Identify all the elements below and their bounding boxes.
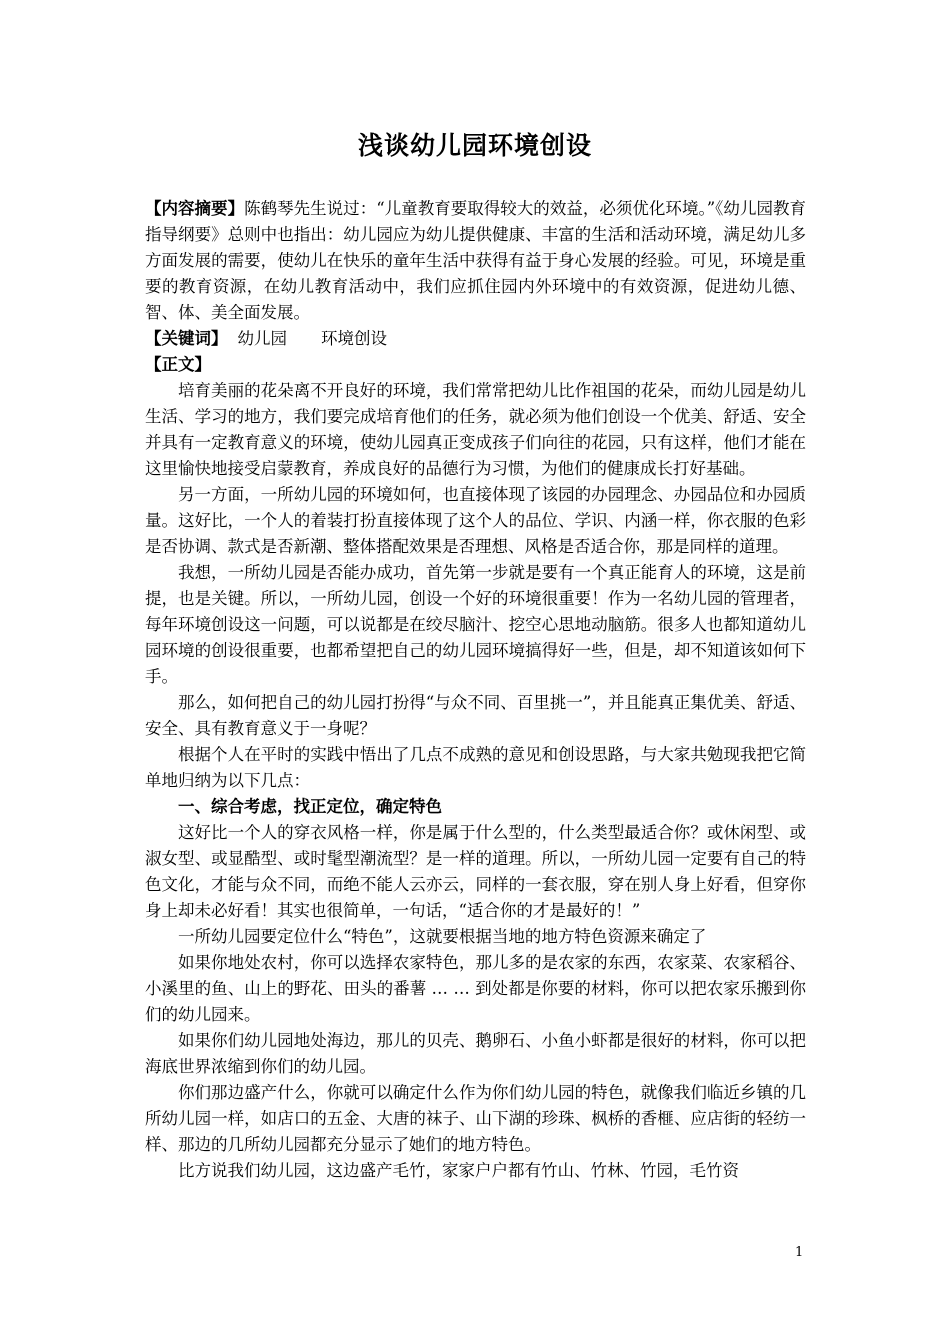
abstract (145, 196, 806, 326)
paragraph: 培育美丽的花朵离不开良好的环境，我们常常把幼儿比作祖国的花朵，而幼儿园是幼儿生活、学习的地方，我们要完成培育他们的任务，就必须为他们创设一个优美、舒适、安全并具有一定教育意义的环境，使幼儿园真正变成孩子们向往的花园，只有这样，他们才能在这里愉快地接受启蒙教育，养成良好的品德行为习惯，为他们的健康成长打好基础。 (145, 381, 806, 478)
paragraph: 这好比一个人的穿衣风格一样，你是属于什么型的，什么类型最适合你？或休闲型、或淑女型、或显酷型、或时髦型潮流型？是一样的道理。所以，一所幼儿园一定要有自己的特色文化，才能与众不同，而绝不能人云亦云，同样的一套衣服，穿在别人身上好看，但穿你身上却未必好看！其实也很简单，一句话，“适合你的才是最好的！” (145, 823, 806, 920)
body-label-line (145, 352, 806, 378)
document-body (145, 196, 806, 1184)
paragraph: 根据个人在平时的实践中悟出了几点不成熟的意见和创设思路，与大家共勉现我把它简单地归纳为以下几点： (145, 745, 806, 790)
paragraph: 比方说我们幼儿园，这边盛产毛竹，家家户户都有竹山、竹林、竹园，毛竹资 (178, 1161, 739, 1180)
keyword: 环境创设 (321, 329, 387, 348)
paragraph: 如果你地处农村，你可以选择农家特色，那儿多的是农家的东西，农家菜、农家稻谷、小溪里的鱼、山上的野花、田头的番薯 … … 到处都是你要的材料，你可以把农家乐搬到你们的幼儿园来。 (145, 953, 806, 1024)
paragraph: 那么，如何把自己的幼儿园打扮得“与众不同、百里挑一”，并且能真正集优美、舒适、安全、具有教育意义于一身呢？ (145, 693, 806, 738)
paragraph: 另一方面，一所幼儿园的环境如何，也直接体现了该园的办园理念、办园品位和办园质量。这好比，一个人的着装打扮直接体现了这个人的品位、学识、内涵一样，你衣服的色彩是否协调、款式是否新潮、整体搭配效果是否理想、风格是否适合你，那是同样的道理。 (145, 485, 806, 556)
keyword: 幼儿园 (237, 329, 287, 348)
paragraph: 我想，一所幼儿园是否能办成功，首先第一步就是要有一个真正能育人的环境，这是前提，也是关键。所以，一所幼儿园，创设一个好的环境很重要！作为一名幼儿园的管理者，每年环境创设这一问题，可以说都是在绞尽脑汁、挖空心思地动脑筋。很多人也都知道幼儿园环境的创设很重要，也都希望把自己的幼儿园环境搞得好一些，但是，却不知道该如何下手。 (145, 563, 806, 686)
page-number: 1 (795, 1245, 804, 1260)
paragraph: 你们那边盛产什么，你就可以确定什么作为你们幼儿园的特色，就像我们临近乡镇的几所幼儿园一样，如店口的五金、大唐的袜子、山下湖的珍珠、枫桥的香榧、应店街的轻纺一样、那边的几所幼儿园都充分显示了她们的地方特色。 (145, 1083, 806, 1154)
abstract-text: 陈鹤琴先生说过：“儿童教育要取得较大的效益，必须优化环境。”《幼儿园教育指导纲要》总则中也指出：幼儿园应为幼儿提供健康、丰富的生活和活动环境，满足幼儿多方面发展的需要，使幼儿在快乐的童年生活中获得有益于身心发展的经验。可见，环境是重要的教育资源，在幼儿教育活动中，我们应抓住园内外环境中的有效资源，促进幼儿德、智、体、美全面发展。 (145, 199, 806, 322)
body-label: 【正文】 (145, 355, 211, 374)
paragraph: 一所幼儿园要定位什么“特色”，这就要根据当地的地方特色资源来确定了 (178, 927, 707, 946)
abstract-label: 【内容摘要】 (145, 199, 245, 218)
keywords-label: 【关键词】 (145, 329, 228, 348)
keywords (145, 326, 806, 352)
section-heading: 一、综合考虑，找正定位，确定特色 (178, 797, 442, 816)
paragraph: 如果你们幼儿园地处海边，那儿的贝壳、鹅卵石、小鱼小虾都是很好的材料，你可以把海底世界浓缩到你们的幼儿园。 (145, 1031, 806, 1076)
page-title: 浅谈幼儿园环境创设 (357, 131, 592, 160)
